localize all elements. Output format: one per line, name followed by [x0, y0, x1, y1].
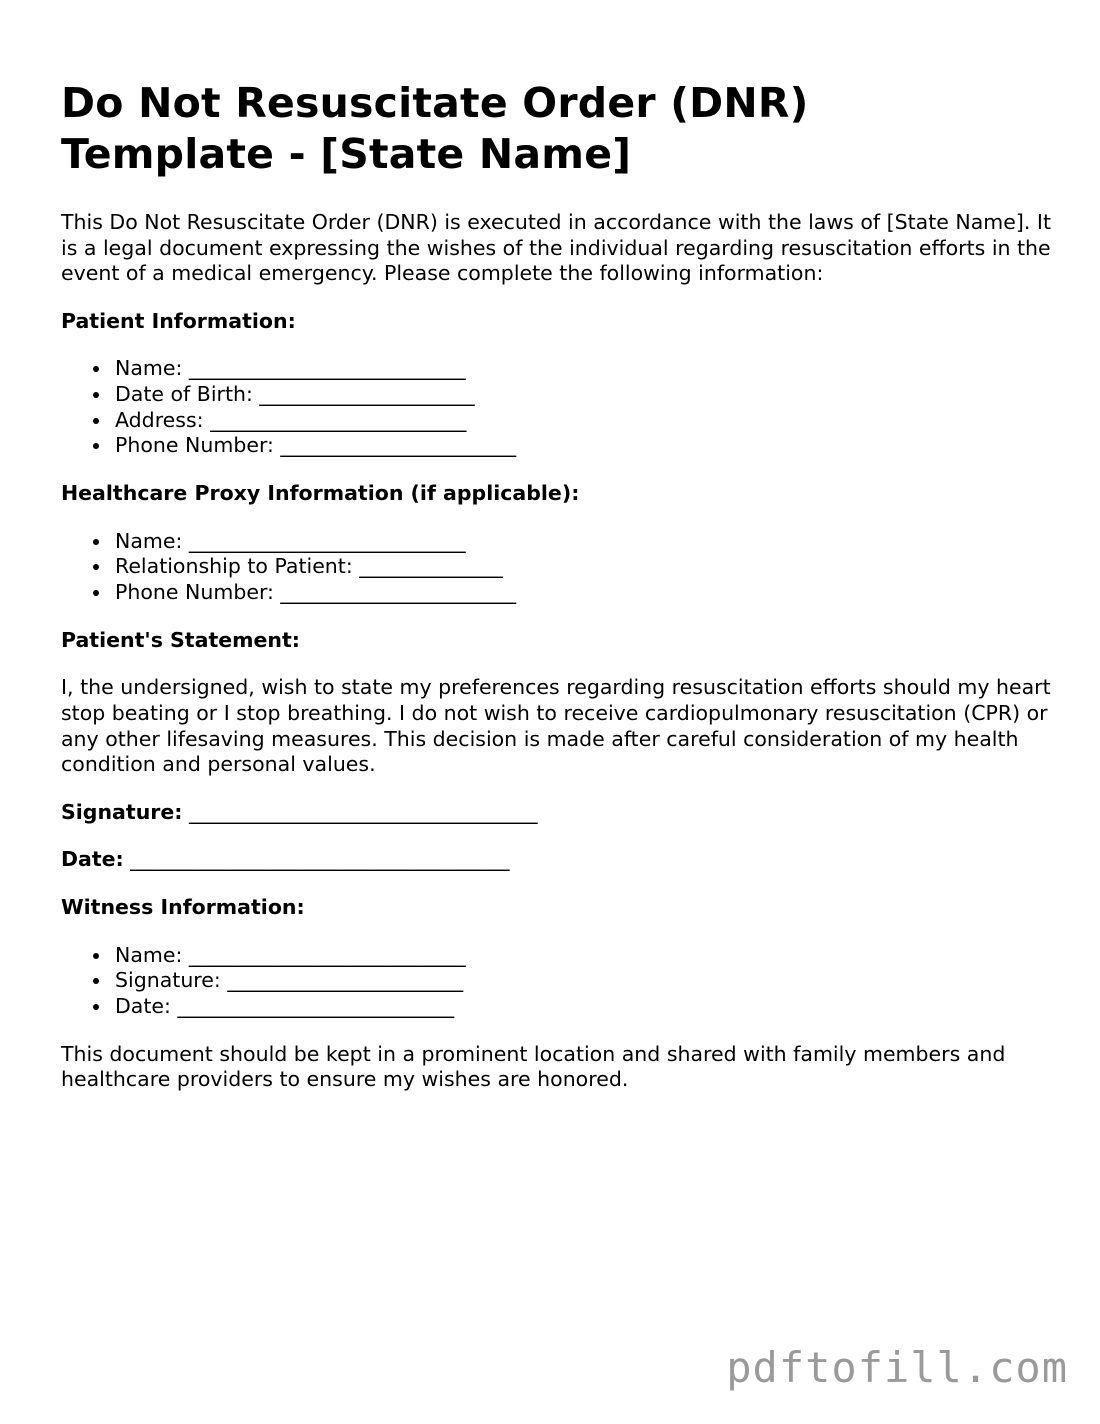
- signature-line[interactable]: [61, 800, 1051, 826]
- watermark-text: pdftofill.com: [726, 1343, 1068, 1392]
- date-line[interactable]: [61, 847, 1051, 873]
- patient-info-list: [61, 356, 1051, 459]
- date-label: Date:: [61, 847, 124, 872]
- title-line-1: Do Not Resuscitate Order (DNR): [61, 79, 809, 127]
- proxy-phone-field[interactable]: Phone Number: _______________________: [115, 580, 1051, 606]
- patient-info-heading: Patient Information:: [61, 308, 296, 333]
- patient-address-field[interactable]: Address: _________________________: [115, 408, 1051, 434]
- proxy-info-list: [61, 529, 1051, 606]
- statement-paragraph: I, the undersigned, wish to state my preferences regarding resuscitation efforts should my heart stop beating or I stop breathing. I do not wish to receive cardiopulmonary resuscitation (CPR) or any other lifesaving measures. This decision is made after careful consideration of my health condition and personal values.: [61, 675, 1051, 777]
- document-page: [61, 78, 1051, 1093]
- proxy-info-heading: Healthcare Proxy Information (if applicable):: [61, 481, 580, 506]
- witness-date-field[interactable]: Date: ___________________________: [115, 994, 1051, 1020]
- witness-signature-field[interactable]: Signature: _______________________: [115, 968, 1051, 994]
- patient-dob-field[interactable]: Date of Birth: _____________________: [115, 382, 1051, 408]
- intro-paragraph: This Do Not Resuscitate Order (DNR) is executed in accordance with the laws of [State Name]. It is a legal document expressing the wishes of the individual regarding resuscitation efforts in the event of a medical emergency. Please complete the following information:: [61, 210, 1051, 286]
- document-title: [61, 78, 1051, 180]
- signature-blank[interactable]: __________________________________: [189, 799, 538, 824]
- witness-info-list: [61, 943, 1051, 1020]
- witness-name-field[interactable]: Name: ___________________________: [115, 943, 1051, 969]
- date-blank[interactable]: _____________________________________: [130, 847, 510, 872]
- patient-name-field[interactable]: Name: ___________________________: [115, 356, 1051, 382]
- proxy-name-field[interactable]: Name: ___________________________: [115, 529, 1051, 555]
- closing-paragraph: This document should be kept in a prominent location and shared with family members and healthcare providers to ensure my wishes are honored.: [61, 1041, 1006, 1092]
- patient-phone-field[interactable]: Phone Number: _______________________: [115, 433, 1051, 459]
- signature-label: Signature:: [61, 799, 183, 824]
- title-line-2: Template - [State Name]: [61, 130, 632, 178]
- witness-info-heading: Witness Information:: [61, 895, 305, 920]
- statement-heading: Patient's Statement:: [61, 627, 301, 652]
- proxy-relationship-field[interactable]: Relationship to Patient: ______________: [115, 554, 1051, 580]
